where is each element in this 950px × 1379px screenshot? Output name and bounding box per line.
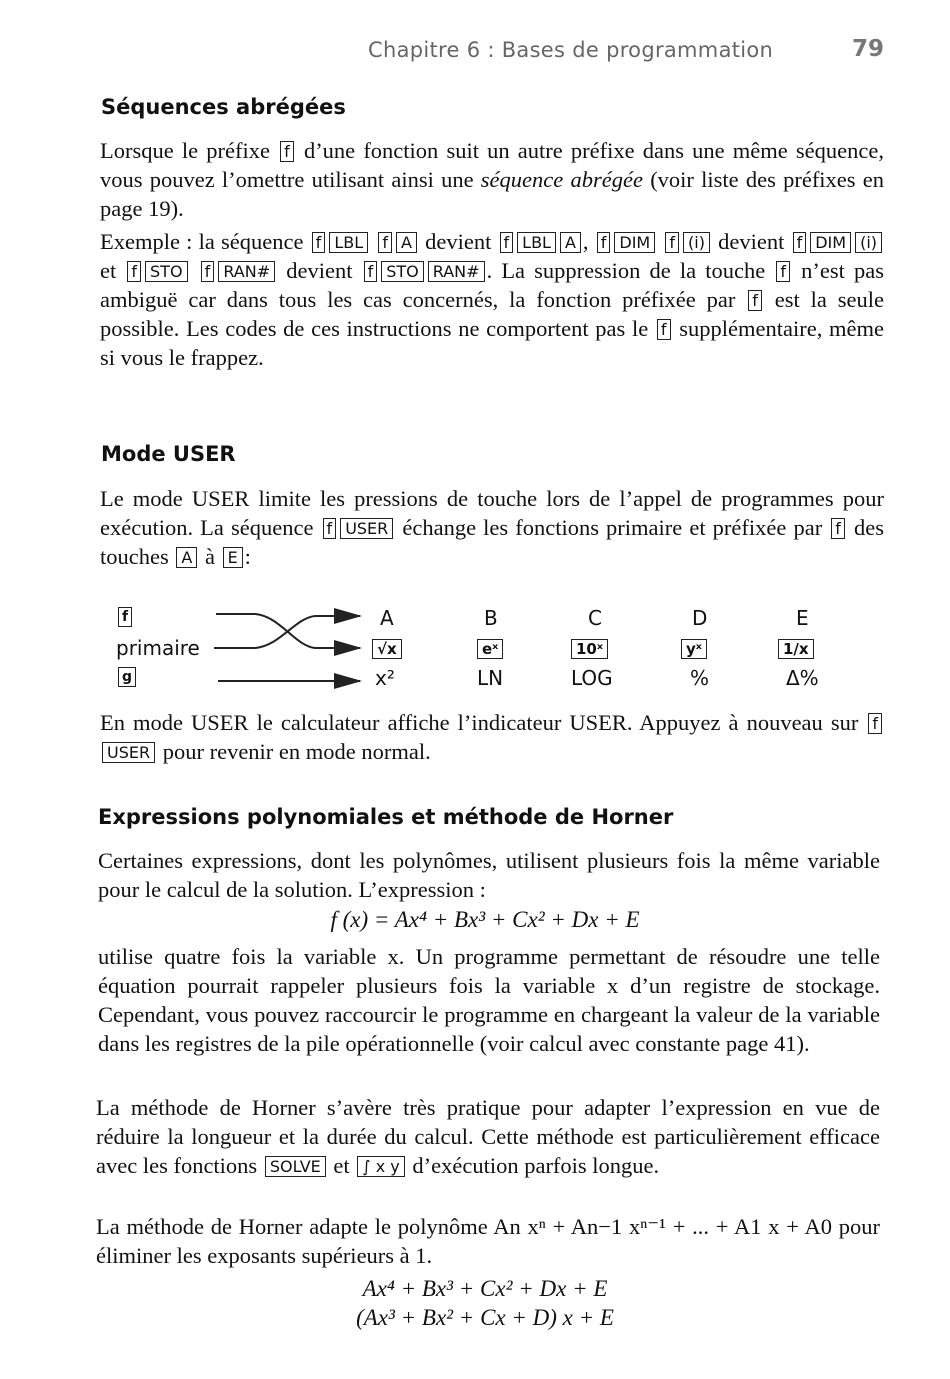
text: supplémentaire, même si vous le frappez. <box>100 316 885 370</box>
paragraph-horner-4: La méthode de Horner adapte le polynôme An xⁿ + An−1 xⁿ⁻¹ + ... + A1 x + A0 pour éliminer les exposants supérieurs à 1. <box>96 1214 880 1268</box>
crossing-arrows <box>210 602 370 692</box>
text: à <box>204 544 215 569</box>
key-a: A <box>176 547 197 568</box>
text: d’exécution parfois longue. <box>412 1153 660 1178</box>
key-dim: DIM <box>614 232 655 253</box>
key-f: f <box>831 518 845 539</box>
key-f: f <box>378 232 392 253</box>
key-f: f <box>793 232 807 253</box>
paragraph-sequences-2: Exemple : la séquence f LBL f A devient f LBL A , f DIM f (i) devient f DIM (i) et f STO f RAN# devient f STO RAN# . La suppression de la touche f n’est pas ambiguë car dans tous les cas concernés, la fonction préfixée par f est la seule possible. Les codes de ces instructions ne comportent pas le f supplémentaire, même si vous le frappez. <box>100 229 885 370</box>
diagram-key-10x: 10ˣ <box>571 639 608 659</box>
italic-term: séquence abrégée <box>480 167 643 192</box>
text: En mode USER le calculateur affiche l’indicateur USER. Appuyez à nouveau sur <box>100 710 859 735</box>
diagram-key-reciprocal: 1/x <box>778 639 814 659</box>
key-e: E <box>223 547 243 568</box>
paragraph-sequences-1 <box>100 136 884 223</box>
text: La méthode de Horner s’avère très pratique pour adapter l’expression en vue de réduire la longueur et la durée du calcul. Cette méthode est particulièrement efficace avec les fonctions <box>96 1095 880 1178</box>
text: : <box>244 544 251 569</box>
diagram-fn-ln: LN <box>477 666 504 690</box>
diagram-fn-percent: % <box>690 666 710 690</box>
diagram-key-sqrt: √x <box>372 639 402 659</box>
paragraph-user-2 <box>100 708 884 766</box>
key-lbl: LBL <box>329 232 368 253</box>
running-header: Chapitre 6 : Bases de programmation <box>368 38 774 62</box>
equation-polynomial: f (x) = Ax⁴ + Bx³ + Cx² + Dx + E <box>330 907 640 932</box>
paragraph-horner-2: utilise quatre fois la variable x. Un programme permettant de résoudre une telle équation pourrait rappeler plusieurs fois la variable x d’un registre de stockage. Cependant, vous pouvez raccourcir le programme en chargeant la valeur de la variable dans les registres de la pile opérationnelle (voir calcul avec constante page 41). <box>98 944 880 1056</box>
key-ran: RAN# <box>218 261 275 282</box>
key-a: A <box>396 232 417 253</box>
diagram-letter-d: D <box>692 606 708 630</box>
key-f: f <box>280 141 294 162</box>
key-f: f <box>597 232 611 253</box>
text: . La suppression de la touche <box>486 258 766 283</box>
diagram-letter-e: E <box>796 606 809 630</box>
key-lbl: LBL <box>517 232 556 253</box>
diagram-letter-c: C <box>588 606 602 630</box>
section-title-horner: Expressions polynomiales et méthode de Horner <box>98 805 674 829</box>
key-sto: STO <box>145 261 188 282</box>
text: échange les fonctions primaire et préfixée par <box>402 515 823 540</box>
key-solve: SOLVE <box>265 1156 326 1177</box>
key-f: f <box>201 261 215 282</box>
equation-horner-1: Ax⁴ + Bx³ + Cx² + Dx + E <box>362 1276 608 1301</box>
key-f: f <box>665 232 679 253</box>
text: devient <box>286 258 353 283</box>
text: Lorsque le préfixe <box>100 138 270 163</box>
section-title-user-mode: Mode USER <box>101 442 236 466</box>
key-a: A <box>560 232 581 253</box>
key-f: f <box>323 518 337 539</box>
text: des touches <box>100 515 885 569</box>
text: Exemple : la séquence <box>100 229 304 254</box>
text: est la seule possible. Les codes de ces instructions ne comportent pas le <box>100 287 884 341</box>
page-number: 79 <box>852 36 885 62</box>
diagram-fn-delta-percent: Δ% <box>786 666 819 690</box>
text: d’une fonction suit un autre préfixe dans une même séquence, vous pouvez l’omettre utilisant ainsi une <box>100 138 884 192</box>
key-i: (i) <box>683 232 710 253</box>
diagram-fn-x2: x² <box>375 666 395 690</box>
diagram-key-f: f <box>118 607 132 627</box>
diagram-key-yx: yˣ <box>681 639 707 659</box>
text: devient <box>425 229 492 254</box>
key-dim: DIM <box>810 232 851 253</box>
text: (voir liste des préfixes en page 19). <box>100 167 885 221</box>
key-f: f <box>127 261 141 282</box>
diagram-key-g: g <box>118 667 136 687</box>
diagram-key-exp: eˣ <box>477 639 503 659</box>
text: pour revenir en mode normal. <box>162 739 431 764</box>
key-ran: RAN# <box>428 261 485 282</box>
key-i: (i) <box>855 232 882 253</box>
text: Le mode USER limite les pressions de touche lors de l’appel de programmes pour exécution. La séquence <box>100 486 884 540</box>
paragraph-horner-1: Certaines expressions, dont les polynômes, utilisent plusieurs fois la même variable pour le calcul de la solution. L’expression : <box>98 848 880 902</box>
diagram-letter-b: B <box>484 606 498 630</box>
key-user: USER <box>102 742 155 763</box>
key-f: f <box>868 713 882 734</box>
key-sto: STO <box>381 261 424 282</box>
key-f: f <box>364 261 378 282</box>
text: et <box>100 258 117 283</box>
text: n’est pas ambiguë car dans tous les cas concernés, la fonction préfixée par <box>100 258 884 312</box>
key-f: f <box>776 261 790 282</box>
text: et <box>333 1153 350 1178</box>
paragraph-user-1 <box>100 484 884 571</box>
equation-horner-2: (Ax³ + Bx² + Cx + D) x + E <box>356 1305 614 1330</box>
diagram-letter-a: A <box>380 606 394 630</box>
key-f: f <box>500 232 514 253</box>
section-title-sequences: Séquences abrégées <box>101 95 346 119</box>
paragraph-horner-3 <box>96 1093 880 1180</box>
key-f: f <box>657 319 671 340</box>
diagram-fn-log: LOG <box>571 666 613 690</box>
key-user: USER <box>340 518 393 539</box>
diagram-label-primary: primaire <box>116 636 200 660</box>
key-f: f <box>748 290 762 311</box>
key-f: f <box>312 232 326 253</box>
text: devient <box>718 229 785 254</box>
key-integrate: ∫ x y <box>357 1156 404 1177</box>
